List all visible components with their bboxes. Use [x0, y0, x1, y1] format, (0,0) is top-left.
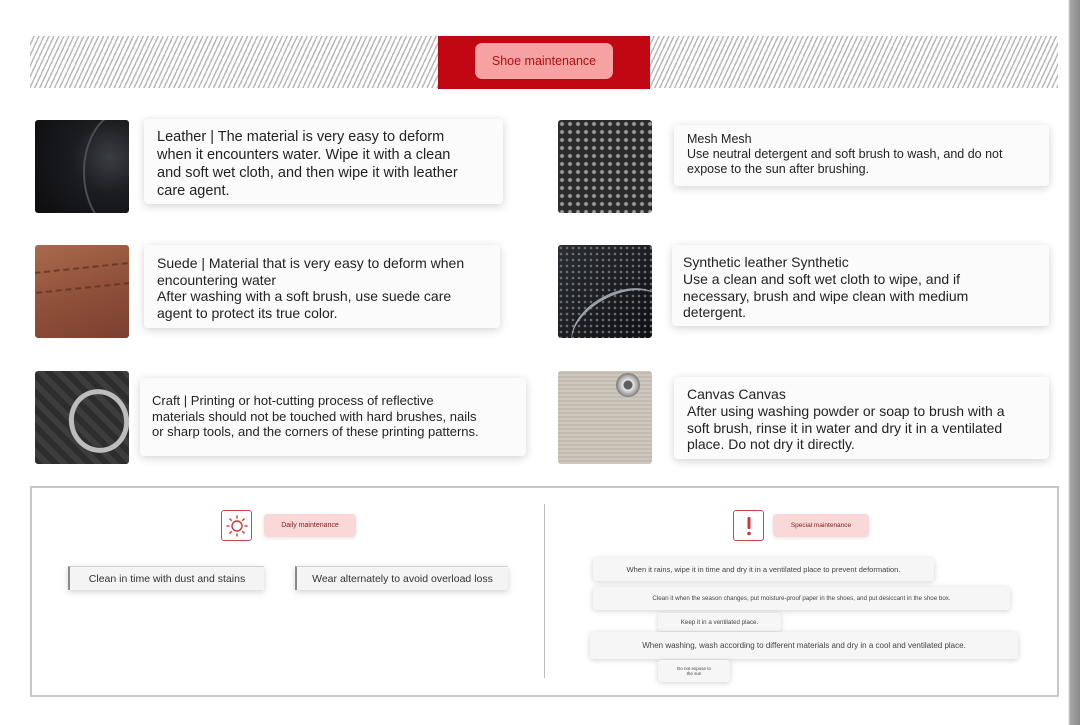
craft-card: [140, 378, 526, 456]
page-title: Shoe maintenance: [475, 43, 613, 79]
header-hatch-right: [650, 36, 1058, 88]
suede-texture-image: [35, 245, 129, 338]
special-item-sun: Do not expose to the sun: [658, 660, 730, 682]
special-item-rain: When it rains, wipe it in time and dry it in a ventilated place to prevent deformation.: [593, 558, 934, 581]
daily-item-wear: Wear alternately to avoid overload loss: [295, 566, 508, 590]
special-maintenance-label: Special maintenance: [773, 514, 869, 537]
exclamation-icon: [733, 510, 764, 541]
synthetic-leather-texture-image: [558, 245, 652, 338]
header-hatch-left: [30, 36, 438, 88]
suede-card: [144, 245, 500, 328]
synthetic-card: [672, 245, 1049, 326]
mesh-texture-image: [558, 120, 652, 213]
special-item-ventilated: Keep it in a ventilated place.: [658, 613, 781, 631]
synthetic-description: Synthetic leather Synthetic Use a clean and soft wet cloth to wipe, and if necessary, brush and wipe clean with medium detergent.: [683, 254, 969, 321]
craft-texture-image: [35, 371, 129, 464]
mesh-description: Mesh Mesh Use neutral detergent and soft brush to wash, and do not expose to the sun after brushing.: [687, 132, 1003, 176]
canvas-card: [674, 377, 1049, 459]
craft-description: Craft | Printing or hot-cutting process of reflective materials should not be touched with hard brushes, nails or sharp tools, and the corners of these printing patterns.: [152, 393, 479, 439]
daily-item-clean: Clean in time with dust and stains: [68, 566, 264, 590]
canvas-description: Canvas Canvas After using washing powder or soap to brush with a soft brush, rinse it in water and dry it in a ventilated place. Do not dry it directly.: [687, 386, 1005, 453]
daily-maintenance-label: Daily maintenance: [264, 514, 356, 537]
leather-texture-image: [35, 120, 129, 213]
canvas-texture-image: [558, 371, 652, 464]
suede-description: Suede | Material that is very easy to deform when encountering water After washing with a soft brush, use suede care agent to protect its true color.: [157, 255, 465, 321]
special-item-washing: When washing, wash according to different materials and dry in a cool and ventilated place.: [590, 632, 1018, 659]
page-edge-shadow: [1066, 0, 1080, 725]
special-item-season: Clean it when the season changes, put moisture-proof paper in the shoes, and put desiccant in the shoe box.: [593, 587, 1010, 610]
leather-description: Leather | The material is very easy to deform when it encounters water. Wipe it with a clean and soft wet cloth, and then wipe it with leather care agent.: [157, 129, 458, 199]
panel-divider: [544, 504, 545, 678]
mesh-card: [674, 125, 1049, 186]
leather-card: [144, 119, 503, 204]
sun-icon: [221, 510, 252, 541]
